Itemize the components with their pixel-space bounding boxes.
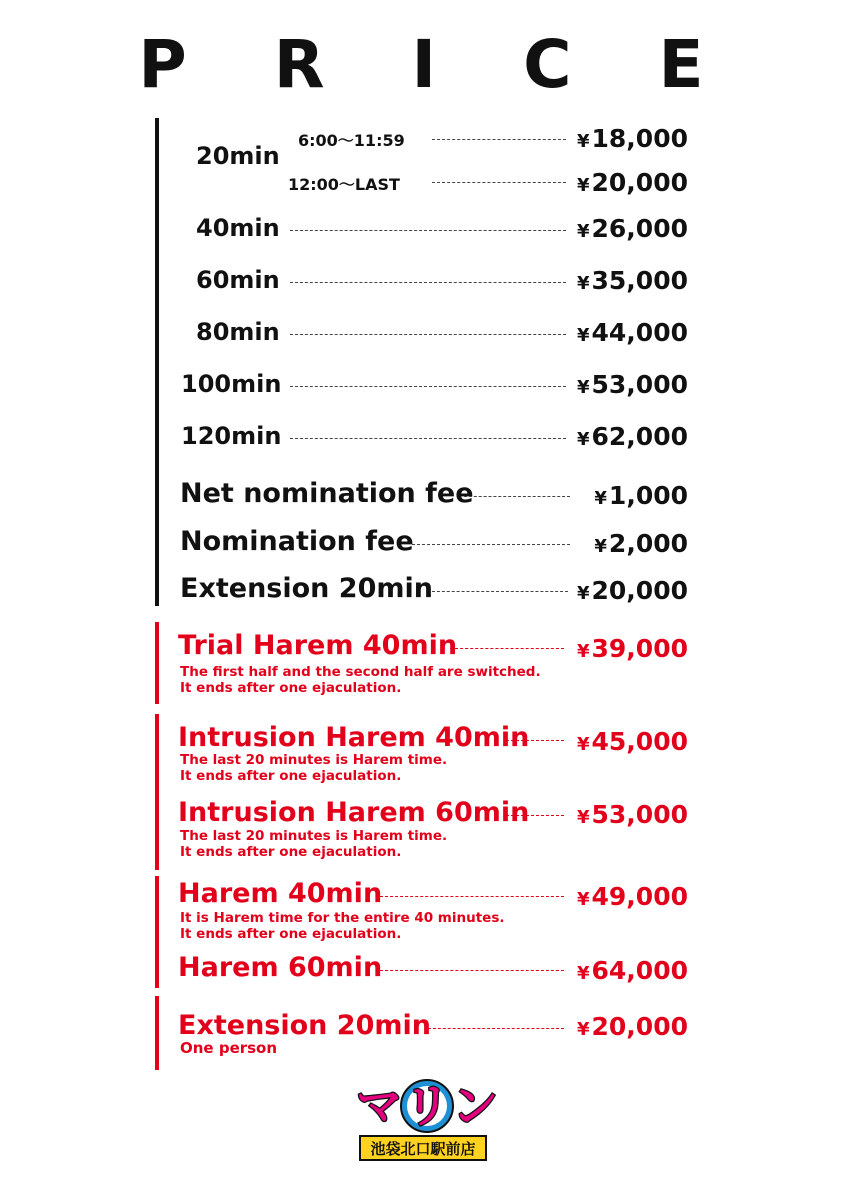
harem-course-price: ¥39,000 [576, 634, 688, 663]
course-price: ¥18,000 [576, 124, 688, 153]
leader-dots [464, 496, 570, 497]
red-divider-bar-intrusion [155, 714, 159, 870]
black-divider-bar [155, 118, 159, 606]
time-slot: 12:00～LAST [288, 175, 400, 194]
harem-course-label: Intrusion Harem 60min [178, 797, 530, 828]
page-title: P R I C E [138, 26, 736, 103]
course-price: ¥53,000 [576, 370, 688, 399]
leader-dots [290, 334, 566, 335]
course-description: It ends after one ejaculation. [180, 768, 402, 784]
course-duration: 100min [181, 370, 282, 398]
leader-dots [506, 815, 564, 816]
leader-dots [432, 139, 566, 140]
course-description: The first half and the second half are switched. [180, 664, 541, 680]
harem-course-price: ¥49,000 [576, 882, 688, 911]
course-price: ¥20,000 [576, 168, 688, 197]
course-description: It is Harem time for the entire 40 minutes. [180, 910, 505, 926]
leader-dots [290, 386, 566, 387]
red-divider-bar-extension [155, 996, 159, 1070]
red-divider-bar-harem [155, 876, 159, 988]
course-description: The last 20 minutes is Harem time. [180, 828, 448, 844]
leader-dots [432, 182, 566, 183]
harem-course-price: ¥64,000 [576, 956, 688, 985]
harem-course-label: Extension 20min [178, 1010, 431, 1041]
leader-dots [290, 438, 566, 439]
course-description: It ends after one ejaculation. [180, 844, 402, 860]
leader-dots [380, 896, 564, 897]
course-duration: 120min [181, 422, 282, 450]
leader-dots [428, 1028, 564, 1029]
fee-price: ¥2,000 [594, 529, 688, 558]
leader-dots [290, 230, 566, 231]
course-duration: 20min [196, 142, 280, 170]
course-description: It ends after one ejaculation. [180, 680, 402, 696]
fee-price: ¥20,000 [576, 576, 688, 605]
harem-course-label: Harem 40min [178, 878, 383, 909]
course-price: ¥26,000 [576, 214, 688, 243]
harem-course-price: ¥53,000 [576, 800, 688, 829]
logo-branch-name: 池袋北口駅前店 [370, 1140, 476, 1158]
harem-course-label: Trial Harem 40min [178, 630, 458, 661]
shop-logo-graphic [330, 1078, 526, 1162]
course-duration: 60min [196, 266, 280, 294]
course-price: ¥62,000 [576, 422, 688, 451]
fee-label: Nomination fee [180, 526, 414, 557]
course-duration: 40min [196, 214, 280, 242]
red-divider-bar-trial [155, 622, 159, 704]
fee-label: Net nomination fee [180, 478, 474, 509]
leader-dots [380, 970, 564, 971]
course-description: It ends after one ejaculation. [180, 926, 402, 942]
time-slot: 6:00～11:59 [298, 131, 405, 150]
shop-logo [330, 1078, 526, 1162]
course-price: ¥44,000 [576, 318, 688, 347]
leader-dots [290, 282, 566, 283]
course-duration: 80min [196, 318, 280, 346]
harem-course-price: ¥45,000 [576, 727, 688, 756]
leader-dots [432, 591, 568, 592]
harem-course-label: Intrusion Harem 40min [178, 722, 530, 753]
logo-wordmark: マリン [356, 1079, 500, 1133]
leader-dots [450, 648, 564, 649]
course-description: One person [180, 1039, 278, 1057]
harem-course-price: ¥20,000 [576, 1012, 688, 1041]
leader-dots [506, 740, 564, 741]
fee-price: ¥1,000 [594, 481, 688, 510]
course-description: The last 20 minutes is Harem time. [180, 752, 448, 768]
harem-course-label: Harem 60min [178, 952, 383, 983]
leader-dots [412, 544, 570, 545]
fee-label: Extension 20min [180, 573, 433, 604]
course-price: ¥35,000 [576, 266, 688, 295]
